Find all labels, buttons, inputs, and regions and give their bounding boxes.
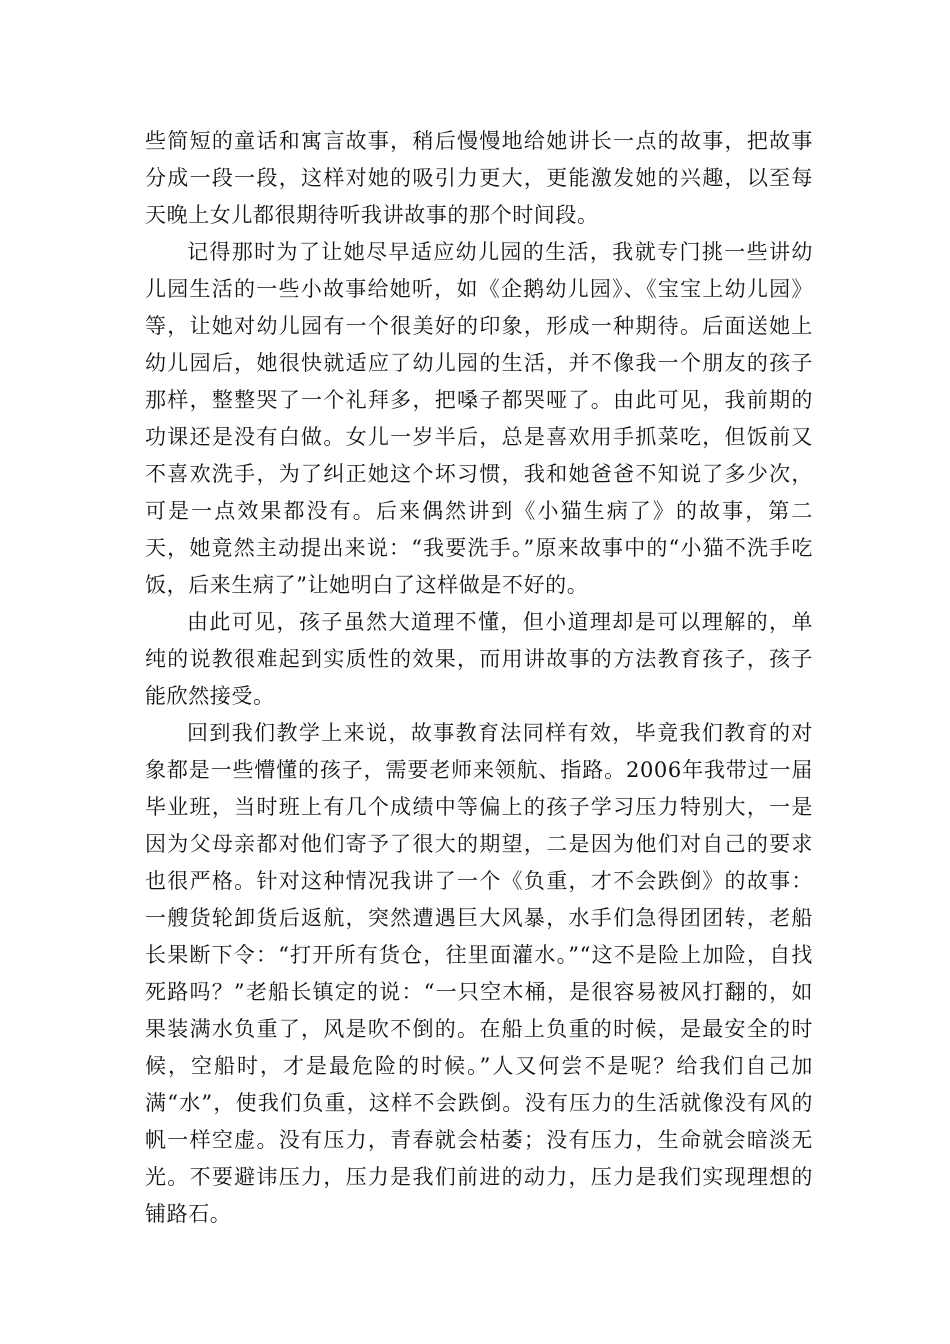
paragraph-4: 回到我们教学上来说，故事教育法同样有效，毕竟我们教育的对象都是一些懵懂的孩子，需要老师来领航、指路。2006年我带过一届毕业班，当时班上有几个成绩中等偏上的孩子学习压力特别大，一是因为父母亲都对他们寄予了很大的期望，二是因为他们对自己的要求也很严格。针对这种情况我讲了一个《负重，才不会跌倒》的故事：一艘货轮卸货后返航，突然遭遇巨大风暴，水手们急得团团转，老船长果断下令：“打开所有货仓，往里面灌水。”“这不是险上加险，自找死路吗？”老船长镇定的说：“一只空木桶，是很容易被风打翻的，如果装满水负重了，风是吹不倒的。在船上负重的时候，是最安全的时候，空船时，才是最危险的时候。”人又何尝不是呢？给我们自己加满“水”，使我们负重，这样不会跌倒。没有压力的生活就像没有风的帆一样空虚。没有压力，青春就会枯萎；没有压力，生命就会暗淡无光。不要避讳压力，压力是我们前进的动力，压力是我们实现理想的铺路石。 — [145, 721, 813, 1226]
paragraph-2: 记得那时为了让她尽早适应幼儿园的生活，我就专门挑一些讲幼儿园生活的一些小故事给她听，如《企鹅幼儿园》、《宝宝上幼儿园》等，让她对幼儿园有一个很美好的印象，形成一种期待。后面送她上幼儿园后，她很快就适应了幼儿园的生活，并不像我一个朋友的孩子那样，整整哭了一个礼拜多，把嗓子都哭哑了。由此可见，我前期的功课还是没有白做。女儿一岁半后，总是喜欢用手抓菜吃，但饭前又不喜欢洗手，为了纠正她这个坏习惯，我和她爸爸不知说了多少次，可是一点效果都没有。后来偶然讲到《小猫生病了》的故事，第二天，她竟然主动提出来说：“我要洗手。”原来故事中的“小猫不洗手吃饭，后来生病了”让她明白了这样做是不好的。 — [145, 240, 813, 597]
document-body — [145, 123, 813, 1233]
paragraph-1: 些简短的童话和寓言故事，稍后慢慢地给她讲长一点的故事，把故事分成一段一段，这样对她的吸引力更大，更能激发她的兴趣，以至每天晚上女儿都很期待听我讲故事的那个时间段。 — [145, 129, 813, 227]
paragraph-3: 由此可见，孩子虽然大道理不懂，但小道理却是可以理解的，单纯的说教很难起到实质性的效果，而用讲故事的方法教育孩子，孩子能欣然接受。 — [145, 610, 813, 708]
